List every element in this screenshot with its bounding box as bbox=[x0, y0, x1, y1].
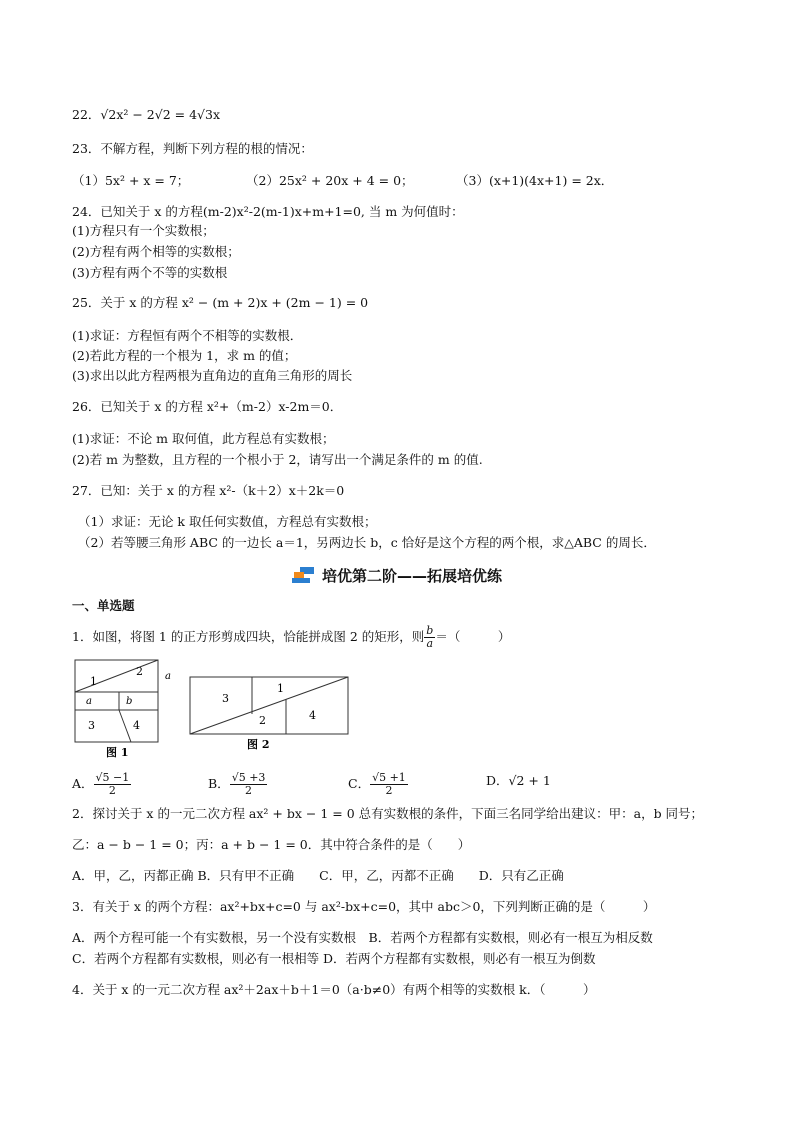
fig1-caption: 图 1 bbox=[106, 746, 129, 759]
fig1-side-a: a bbox=[165, 671, 171, 682]
q25-stem: 25．关于 x 的方程 x² − (m + 2)x + (2m − 1) = 0 bbox=[72, 295, 369, 310]
fig2-label-3: 3 bbox=[222, 692, 229, 705]
fig2-label-2: 2 bbox=[259, 714, 266, 727]
p1-option-a: A． $\frac{√5 -1}{2}$ bbox=[72, 771, 130, 797]
q25-sub2: (2)若此方程的一个根为 1，求 m 的值； bbox=[72, 348, 297, 363]
q25-sub3: (3)求出以此方程两根为直角边的直角三角形的周长 bbox=[72, 368, 353, 383]
p2-options: A．甲，乙，丙都正确 B．只有甲不正确 C．甲，乙，丙都不正确 D．只有乙正确 bbox=[72, 868, 564, 883]
p1-option-b: B． $\frac{√5 +3}{2}$ bbox=[208, 771, 266, 797]
q26-sub2: (2)若 m 为整数，且方程的一个根小于 2，请写出一个满足条件的 m 的值. bbox=[72, 452, 483, 467]
p3-options-cd: C．若两个方程都有实数根，则必有一根相等 D．若两个方程都有实数根，则必有一根互为倒数 bbox=[72, 951, 596, 966]
heading-logo-icon bbox=[292, 567, 316, 583]
q24-sub1: (1)方程只有一个实数根； bbox=[72, 223, 215, 238]
q24-sub2: (2)方程有两个相等的实数根； bbox=[72, 244, 240, 259]
p1-option-c: C． $\frac{√5 +1}{2}$ bbox=[348, 771, 406, 797]
q25-sub1: (1)求证：方程恒有两个不相等的实数根． bbox=[72, 328, 303, 343]
q23-part3: （3）(x+1)(4x+1) = 2x． bbox=[456, 173, 614, 188]
q27-sub2: （2）若等腰三角形 ABC 的一边长 a＝1，另两边长 b，c 恰好是这个方程的两个根，求△ABC 的周长． bbox=[78, 535, 656, 550]
p3-options-ab: A．两个方程可能一个有实数根，另一个没有实数根 B．若两个方程都有实数根，则必有一根互为相反数 bbox=[72, 930, 653, 945]
fig1-label-4: 4 bbox=[133, 719, 140, 732]
fig1-label-2: 2 bbox=[136, 665, 143, 678]
figure-2 bbox=[185, 672, 355, 754]
fig1-label-b: b bbox=[126, 696, 133, 707]
fig1-label-1: 1 bbox=[90, 675, 97, 688]
q22: 22．√2x² − 2√2 = 4√3x bbox=[72, 107, 221, 122]
fig1-label-3: 3 bbox=[88, 719, 95, 732]
section-heading bbox=[0, 565, 794, 586]
p1-fraction: $\frac{b}{a}$ bbox=[426, 624, 434, 650]
section-single-choice: 一、单选题 bbox=[72, 598, 135, 613]
q23-part1: （1）5x² + x = 7； bbox=[72, 173, 190, 188]
q24-stem: 24．已知关于 x 的方程(m-2)x²-2(m-1)x+m+1=0, 当 m 为何值时： bbox=[72, 204, 464, 219]
p4-stem: 4．关于 x 的一元二次方程 ax²＋2ax＋b＋1＝0（a·b≠0）有两个相等的实数根 k．（ ） bbox=[72, 982, 596, 997]
q24-sub3: (3)方程有两个不等的实数根 bbox=[72, 265, 228, 280]
q26-sub1: (1)求证：不论 m 取何值，此方程总有实数根； bbox=[72, 431, 335, 446]
p2-line2: 乙：a − b − 1 = 0；丙：a + b − 1 = 0．其中符合条件的是（ ） bbox=[72, 837, 471, 852]
q23-part2: （2）25x² + 20x + 4 = 0； bbox=[246, 173, 414, 188]
fig2-label-4: 4 bbox=[309, 709, 316, 722]
q23-stem: 23．不解方程，判断下列方程的根的情况： bbox=[72, 141, 313, 156]
p1-stem: 1．如图，将图 1 的正方形剪成四块，恰能拼成图 2 的矩形，则 $\frac{b}{a}$ ＝（ ） bbox=[72, 624, 511, 650]
p2-line1: 2．探讨关于 x 的一元二次方程 ax² + bx − 1 = 0 总有实数根的条件，下面三名同学给出建议：甲：a，b 同号； bbox=[72, 806, 704, 821]
figure-1 bbox=[70, 655, 185, 760]
q27-stem: 27．已知：关于 x 的方程 x²-（k＋2）x＋2k＝0 bbox=[72, 483, 345, 498]
heading-text: 培优第二阶——拓展培优练 bbox=[321, 567, 502, 585]
p3-stem: 3．有关于 x 的两个方程：ax²+bx+c=0 与 ax²-bx+c=0，其中 abc＞0，下列判断正确的是（ ） bbox=[72, 899, 656, 914]
fig2-label-1: 1 bbox=[277, 682, 284, 695]
p1-option-d: D．√2 + 1 bbox=[486, 773, 551, 788]
q27-sub1: （1）求证：无论 k 取任何实数值，方程总有实数根； bbox=[78, 514, 377, 529]
fig1-label-a: a bbox=[86, 696, 92, 707]
q26-stem: 26．已知关于 x 的方程 x²+（m-2）x-2m＝0． bbox=[72, 399, 343, 414]
fig2-caption: 图 2 bbox=[247, 738, 270, 751]
